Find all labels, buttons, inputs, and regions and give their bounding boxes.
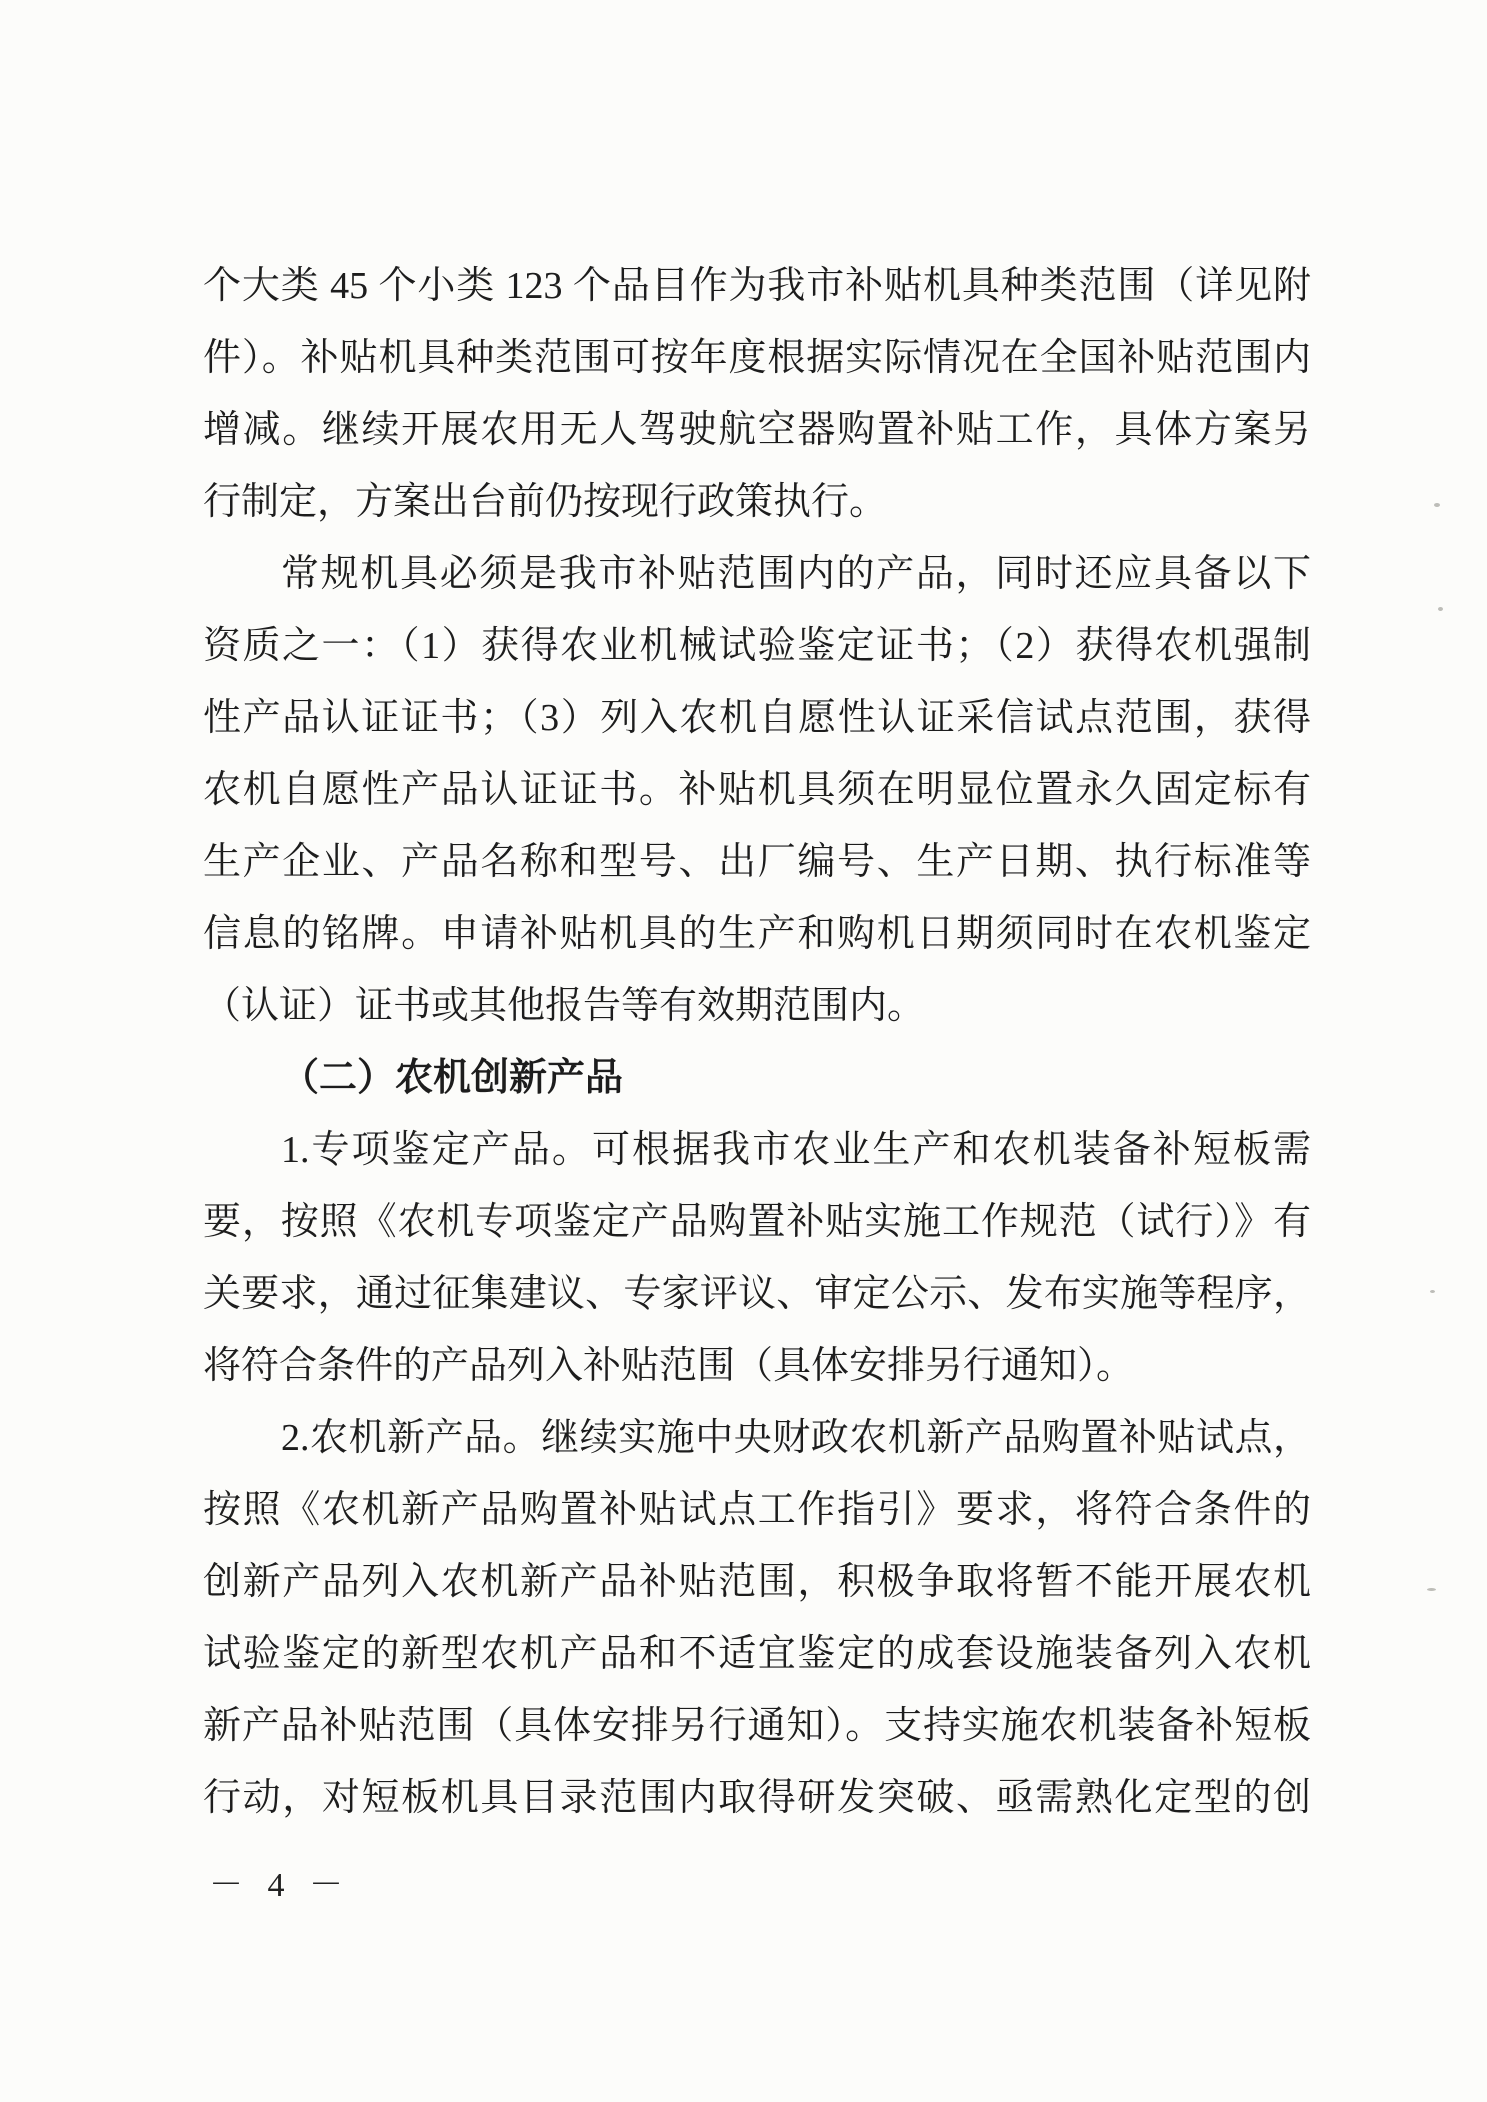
text-line: 常规机具必须是我市补贴范围内的产品，同时还应具备以下 xyxy=(281,553,1311,595)
text-line: 1.专项鉴定产品。可根据我市农业生产和农机装备补短板需 xyxy=(281,1129,1311,1171)
text-line: 行动，对短板机具目录范围内取得研发突破、亟需熟化定型的创 xyxy=(203,1777,1311,1819)
text-line: 件）。补贴机具种类范围可按年度根据实际情况在全国补贴范围内 xyxy=(203,337,1311,379)
text-line: 生产企业、产品名称和型号、出厂编号、生产日期、执行标准等 xyxy=(203,841,1311,883)
text-line: 农机自愿性产品认证证书。补贴机具须在明显位置永久固定标有 xyxy=(203,769,1311,811)
text-line: 要，按照《农机专项鉴定产品购置补贴实施工作规范（试行）》有 xyxy=(203,1201,1311,1243)
text-line: 2.农机新产品。继续实施中央财政农机新产品购置补贴试点， xyxy=(281,1417,1311,1459)
text-line: 创新产品列入农机新产品补贴范围，积极争取将暂不能开展农机 xyxy=(203,1561,1311,1603)
page-number: － 4 － xyxy=(209,1867,351,1904)
section-heading: （二）农机创新产品 xyxy=(281,1057,624,1099)
text-line: （认证）证书或其他报告等有效期范围内。 xyxy=(203,985,926,1027)
text-line: 按照《农机新产品购置补贴试点工作指引》要求，将符合条件的 xyxy=(203,1489,1311,1531)
text-line: 性产品认证证书；（3）列入农机自愿性认证采信试点范围，获得 xyxy=(203,697,1311,739)
text-line: 新产品补贴范围（具体安排另行通知）。支持实施农机装备补短板 xyxy=(203,1705,1311,1747)
text-line: 试验鉴定的新型农机产品和不适宜鉴定的成套设施装备列入农机 xyxy=(203,1633,1311,1675)
text-line: 将符合条件的产品列入补贴范围（具体安排另行通知）。 xyxy=(203,1345,1135,1387)
text-line: 行制定，方案出台前仍按现行政策执行。 xyxy=(203,481,888,523)
scan-artifact xyxy=(1434,503,1440,507)
text-line: 资质之一：（1）获得农业机械试验鉴定证书；（2）获得农机强制 xyxy=(203,625,1311,667)
scan-artifact xyxy=(1427,1588,1436,1591)
text-line: 信息的铭牌。申请补贴机具的生产和购机日期须同时在农机鉴定 xyxy=(203,913,1311,955)
text-line: 个大类 45 个小类 123 个品目作为我市补贴机具种类范围（详见附 xyxy=(203,265,1311,307)
scan-artifact xyxy=(1430,1290,1435,1293)
document-body xyxy=(203,250,1311,1834)
text-line: 增减。继续开展农用无人驾驶航空器购置补贴工作，具体方案另 xyxy=(203,409,1311,451)
scan-artifact xyxy=(1438,607,1443,611)
text-line: 关要求，通过征集建议、专家评议、审定公示、发布实施等程序， xyxy=(203,1273,1311,1315)
